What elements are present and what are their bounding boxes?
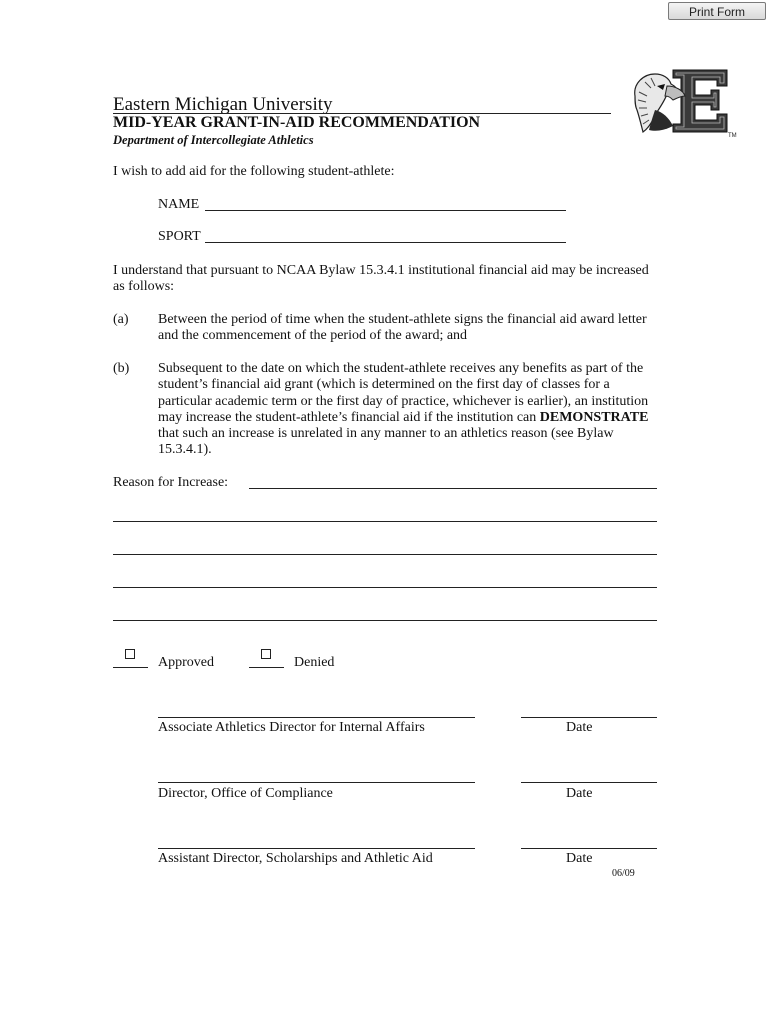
signature-line-compliance-director[interactable] (158, 782, 475, 783)
denied-blank[interactable] (249, 667, 284, 668)
date-label-associate-director: Date (566, 720, 593, 735)
item-b-text (158, 361, 658, 459)
department-name: Department of Intercollegiate Athletics (113, 133, 314, 147)
item-b-line2: student’s financial aid grant (which is determined on the first day of classes for a (158, 377, 610, 393)
item-b-line5: that such an increase is unrelated in any manner to an athletics reason (see Bylaw (158, 426, 614, 442)
date-line-associate-director[interactable] (521, 717, 657, 718)
reason-line-4[interactable] (113, 587, 657, 588)
item-b-marker: (b) (113, 361, 130, 376)
sport-field[interactable] (205, 242, 566, 243)
item-b-line4 (158, 410, 658, 426)
item-a-marker: (a) (113, 312, 129, 327)
denied-checkbox[interactable] (261, 649, 271, 659)
approved-label: Approved (158, 655, 214, 670)
name-field[interactable] (205, 210, 566, 211)
name-label: NAME (158, 197, 200, 212)
reason-line-1[interactable] (249, 488, 657, 489)
denied-label: Denied (294, 655, 335, 670)
item-a-text (158, 312, 658, 345)
reason-line-3[interactable] (113, 554, 657, 555)
form-version: 06/09 (612, 868, 635, 879)
item-b-line1: Subsequent to the date on which the student-athlete receives any benefits as part of the (158, 361, 644, 376)
reason-label: Reason for Increase: (113, 475, 229, 490)
trademark-mark: TM (728, 133, 737, 138)
university-name: Eastern Michigan University (113, 94, 333, 115)
signature-title-scholarships-director: Assistant Director, Scholarships and Athletic Aid (158, 851, 433, 866)
signature-title-compliance-director: Director, Office of Compliance (158, 786, 333, 801)
signature-title-associate-director: Associate Athletics Director for Internal Affairs (158, 720, 425, 735)
form-title: MID-YEAR GRANT-IN-AID RECOMMENDATION (113, 114, 481, 131)
date-label-compliance-director: Date (566, 786, 593, 801)
intro-text: I wish to add aid for the following student-athlete: (113, 164, 395, 179)
reason-line-2[interactable] (113, 521, 657, 522)
signature-line-associate-director[interactable] (158, 717, 475, 718)
bylaw-paragraph: I understand that pursuant to NCAA Bylaw 15.3.4.1 institutional financial aid may be increased as follows: (113, 263, 649, 295)
item-b-line6: 15.3.4.1). (158, 442, 212, 458)
emu-eagle-logo (629, 66, 741, 138)
date-label-scholarships-director: Date (566, 851, 593, 866)
print-form-button[interactable]: Print Form (668, 2, 766, 20)
item-b-line3: particular academic term or the first day of practice, whichever is earlier), an institution (158, 393, 649, 409)
date-line-compliance-director[interactable] (521, 782, 657, 783)
approved-checkbox[interactable] (125, 649, 135, 659)
item-a-line1: Between the period of time when the student-athlete signs the financial aid award letter (158, 312, 647, 327)
item-b-line4-text: may increase the student-athlete’s financial aid if the institution can (158, 409, 540, 425)
signature-line-scholarships-director[interactable] (158, 848, 475, 849)
date-line-scholarships-director[interactable] (521, 848, 657, 849)
sport-label: SPORT (158, 229, 201, 244)
reason-line-5[interactable] (113, 620, 657, 621)
demonstrate-emphasis: DEMONSTRATE (539, 409, 649, 425)
item-a-line2: and the commencement of the period of the award; and (158, 328, 468, 344)
approved-blank[interactable] (113, 667, 148, 668)
